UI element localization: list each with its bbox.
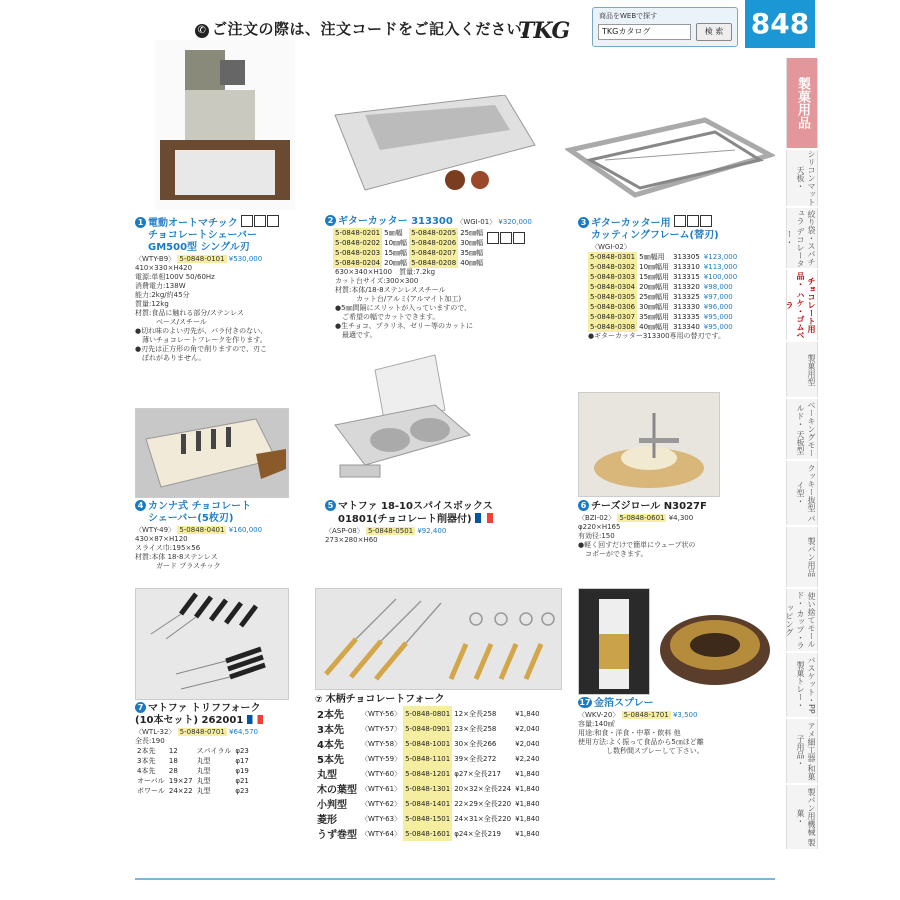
sidebar-item-active[interactable]: 製菓用品: [786, 58, 818, 148]
search-caption: 商品をWEBで探す: [599, 12, 658, 20]
product-17: 17 金箔スプレー 〈WKV-20〉 5-0848-1701 ¥3,500 容量:140㎖ 用途:和食・洋食・中華・飲料 他 使用方法:よく振って食品から5㎝ほど離 し数秒間スプレーして下さい。: [578, 698, 704, 755]
circle-7-icon: ⑦: [315, 695, 323, 705]
page-number: 848: [745, 0, 815, 48]
sidebar-item[interactable]: 絞り袋・スパチュラ デコレーター・: [785, 208, 816, 268]
product-2: 2 ギターカッター 313300 〈WGI-01〉 ¥320,000 5-0848-0201 5㎜幅 5-0848-0205 25㎜幅 5-0848-0202 10㎜幅 5-0848-0206 30㎜幅 5-0848-0203 15㎜幅 5-0848-0207 35㎜幅 5-0848-0204 20㎜幅 5-0848-0208 40㎜幅 630×340×H100 質量:7.2kg カット台サイズ:300×300 材質:本体/18-8ステンレススチール カット台/アルミ(アルマイト加工) ●5㎜間隔にスリットが入っていますので、 ご希望の幅でカットできます。 ●生チョコ、プラリネ、ゼリー等のカットに 最適です。: [325, 215, 532, 340]
product-title: 1 電動オートマチック: [135, 215, 280, 230]
variant-table: [333, 228, 528, 268]
france-flag-icon: [475, 513, 493, 523]
sidebar-item[interactable]: アメ細工器 和菓子用品・: [786, 719, 818, 783]
table-row: 5-0848-0307 35㎜幅用 313335 ¥95,000: [590, 313, 733, 321]
table-row: 5-0848-0203 15㎜幅 5-0848-0207 35㎜幅: [335, 249, 484, 257]
sidebar-item[interactable]: 製パン用機械 製菓・: [786, 785, 818, 849]
sidebar-item[interactable]: 使い捨てモールド・ カップ・ラッピング: [785, 590, 816, 650]
table-row: 5-0848-0201 5㎜幅 5-0848-0205 25㎜幅: [333, 228, 528, 238]
sidebar-item[interactable]: 製パン用品: [786, 527, 818, 587]
product-7: 7 マトファ トリフフォーク (10本セット) 262001 〈WTL-32〉 5-0848-0701 ¥64,570 全長:190 2本先 12 スパイラル φ23 3本先 18 丸型 φ17 4本先 28 丸型 φ19 オーバル 19×27 丸型 φ21 ボワール 24×22 丸型 φ23: [135, 702, 263, 796]
product-photo-wooden-forks: [315, 588, 562, 690]
table-row: 丸型 〈WTY-60〉 5-0848-1201 φ27×全長217 ¥1,840: [315, 766, 542, 781]
table-row: 2本先 12 スパイラル φ23: [137, 747, 249, 755]
product-photo-cheese-girolle: [578, 392, 720, 497]
product-photo-spice-box: [325, 350, 475, 490]
sidebar-item[interactable]: バスケット・PP 製菓トレー・: [786, 653, 818, 717]
table-row: 5-0848-0302 10㎜幅用 313310 ¥113,000: [590, 263, 738, 271]
product-photo-truffle-forks: [135, 588, 289, 700]
product-photo-cutting-frame: [565, 110, 775, 210]
notice-icon: ✆: [195, 24, 209, 38]
table-row: 5本先 〈WTY-59〉 5-0848-1101 39×全長272 ¥2,240: [315, 751, 542, 766]
product-code-line: 〈WTY-B9〉 5-0848-0101 ¥530,000: [135, 255, 263, 263]
table-row: 5-0848-0301 5㎜幅用 313305 ¥123,000: [590, 253, 738, 261]
table-row: 5-0848-0308 40㎜幅用 313340 ¥95,000: [590, 323, 733, 331]
table-row: 3本先 〈WTY-57〉 5-0848-0901 23×全長258 ¥2,040: [315, 721, 542, 736]
table-row: 3本先 18 丸型 φ17: [137, 757, 249, 765]
spec-table: [135, 746, 251, 796]
table-row: 5-0848-0303 15㎜幅用 313315 ¥100,000: [590, 273, 738, 281]
order-notice: ✆ ご注文の際は、注文コードをご記入ください。: [195, 18, 538, 39]
table-row: 5-0848-0204 20㎜幅 5-0848-0208 40㎜幅: [335, 259, 484, 267]
product-1: 1 電動オートマチック チョコレートシェーバー GM500型 シングル刃 〈WTY-B9〉 5-0848-0101 ¥530,000 410×330×H420 電源:単相100V 50/60Hz 消費電力:138W 能力:2kg/約45分 質量:12kg 材質:食品に触れる部分/ステンレス ベース/スチール ●切れ味のよい刃先が、バラ付きのない、 薄いチョコレートフレークを作ります。 ●刃先は正方形の角で削りますので、刃こ ぼれがありません。: [135, 215, 280, 363]
table-row: 5-0848-0304 20㎜幅用 313320 ¥98,000: [590, 283, 733, 291]
table-row: ボワール 24×22 丸型 φ23: [137, 787, 249, 795]
product-4: 4 カンナ式 チョコレート シェーバー(5枚刃) 〈WTY-49〉 5-0848-0401 ¥160,000 430×87×H120 スライス巾:195×56 材質:本体 18-8ステンレス ガード プラスチック: [135, 501, 263, 570]
search-button[interactable]: 検 索: [696, 23, 732, 41]
table-row: うず巻型 〈WTY-64〉 5-0848-1601 φ24×全長219 ¥1,840: [315, 826, 542, 841]
sidebar-item[interactable]: 製菓用型: [786, 342, 818, 397]
table-row: 木の葉型 〈WTY-61〉 5-0848-1301 20×32×全長224 ¥1,840: [315, 781, 542, 796]
product-6: 6 チーズジロール N3027F 〈BZI-02〉 5-0848-0601 ¥4,300 φ220×H165 有効径:150 ●軽く回すだけで簡単にウェーブ状の コポーができます。: [578, 501, 707, 558]
table-row: オーバル 19×27 丸型 φ21: [137, 777, 249, 785]
table-row: 2本先 〈WTY-56〉 5-0848-0801 12×全長258 ¥1,840: [315, 706, 542, 721]
product-photo-chocolate-shaver-5blade: [135, 408, 289, 498]
sidebar-item-current[interactable]: チョコレート用品・ ハケ・ゴムベラ: [785, 271, 816, 339]
table-row: 5-0848-0305 25㎜幅用 313325 ¥97,000: [590, 293, 733, 301]
product-3: 3 ギターカッター用 カッティングフレーム(替刃) 〈WGI-02〉 5-0848-0301 5㎜幅用 313305 ¥123,000 5-0848-0302 10㎜幅用 313310 ¥113,000 5-0848-0303 15㎜幅用 313315 ¥100,000 5-0848-0304 20㎜幅用 313320 ¥98,000 5-0848-0305 25㎜幅用 313325 ¥97,000 5-0848-0306 30㎜幅用 313330 ¥96,000 5-0848-0307 35㎜幅用 313335 ¥95,000 5-0848-0308 40㎜幅用 313340 ¥95,000 ●ギターカッター313300専用の替刃です。: [578, 215, 739, 341]
product-photo-gold-cake: [655, 600, 775, 690]
web-search-box: [592, 7, 738, 47]
table-row: 5-0848-0202 10㎜幅 5-0848-0206 30㎜幅: [335, 239, 484, 247]
france-flag-icon: [247, 715, 263, 724]
product-photo-chocolate-shaver: [155, 40, 295, 210]
table-row: 4本先 28 丸型 φ19: [137, 767, 249, 775]
search-input[interactable]: TKGカタログ: [598, 24, 691, 40]
sidebar-item[interactable]: クッキー抜型 パイ型・: [786, 461, 818, 525]
product-photo-guitar-cutter: [325, 95, 540, 205]
product-8: ⑦ 木柄チョコレートフォーク 2本先 〈WTY-56〉 5-0848-0801 12×全長258 ¥1,840 3本先 〈WTY-57〉 5-0848-0901 23×全長258 ¥2,040 4本先 〈WTY-58〉 5-0848-1001 30×全長266 ¥2,040 5本先 〈WTY-59〉 5-0848-1101 39×全長272 ¥2,240 丸型 〈WTY-60〉 5-0848-1201 φ27×全長217 ¥1,840 木の葉型 〈WTY-61〉 5-0848-1301 20×32×全長224 ¥1,840 小判型 〈WTY-62〉 5-0848-1401 22×29×全長220 ¥1,840 菱形 〈WTY-63〉 5-0848-1501 24×31×全長220 ¥1,840 うず巻型 〈WTY-64〉 5-0848-1601 φ24×全長219 ¥1,840: [315, 694, 540, 841]
product-5: 5 マトファ 18-10スパイスボックス 01801(チョコレート削器付) 〈ASP-08〉 5-0848-0501 ¥92,400 273×280×H60: [325, 501, 493, 544]
variant-table: [588, 252, 739, 332]
tkg-logo: TKG: [518, 18, 570, 44]
table-row: 小判型 〈WTY-62〉 5-0848-1401 22×29×全長220 ¥1,840: [315, 796, 542, 811]
table-row: 5-0848-0306 30㎜幅用 313330 ¥96,000: [590, 303, 733, 311]
footer-divider: [135, 878, 775, 880]
table-row: 菱形 〈WTY-63〉 5-0848-1501 24×31×全長220 ¥1,840: [315, 811, 542, 826]
sidebar-item[interactable]: シリコンマット 天板・: [786, 150, 818, 206]
table-row: 4本先 〈WTY-58〉 5-0848-1001 30×全長266 ¥2,040: [315, 736, 542, 751]
variant-table: [315, 706, 542, 841]
product-photo-gold-spray-can: [578, 588, 650, 695]
sidebar-item[interactable]: ベーキングモールド・ 天板型: [786, 399, 818, 459]
